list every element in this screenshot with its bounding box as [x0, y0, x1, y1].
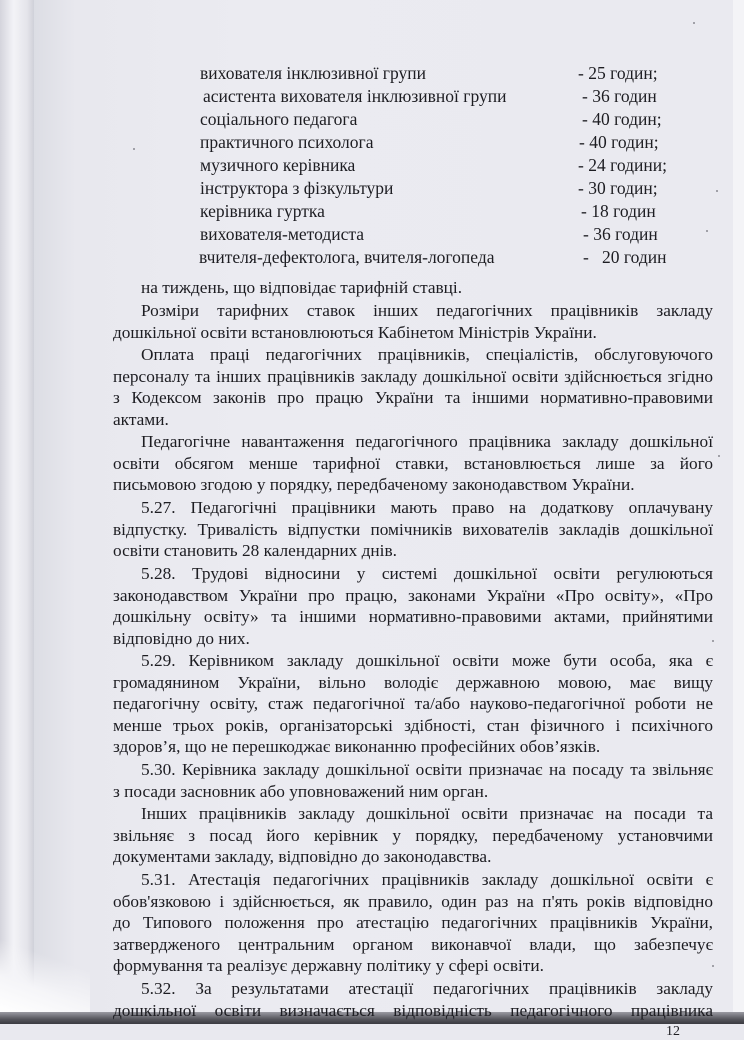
rate-role: музичного керівника [200, 155, 356, 175]
text-line: Педагогічне навантаження педагогічного працівника закладу дошкільної [141, 432, 713, 451]
paragraph-tariff-rates [113, 300, 713, 343]
rate-role: практичного психолога [200, 132, 374, 152]
section-5-29 [113, 650, 713, 758]
paragraph-rate-note [141, 277, 713, 299]
rate-hours: - 18 годин [581, 201, 656, 221]
rate-hours: - 36 годин [583, 224, 658, 244]
text-line: дошкільної освіти визначається відповідність педагогічного працівника [113, 1000, 713, 1020]
text-line: 5.32. За результатами атестації педагогічних працівників закладу [141, 979, 713, 998]
text-line: здоров’я, що не перешкоджає виконанню професійних обов’язків. [113, 737, 601, 756]
rate-row [200, 177, 715, 200]
rate-hours: - 36 годин [582, 86, 657, 106]
text-line: до Типового положення про атестацію педагогічних працівників України, [113, 913, 713, 932]
scan-speck [706, 230, 708, 232]
text-line: Розміри тарифних ставок інших педагогічних працівників закладу [141, 301, 713, 320]
book-binding [0, 0, 34, 1024]
text-line: 5.31. Атестація педагогічних працівників закладу дошкільної освіти є [141, 870, 713, 889]
text-line: актами. [113, 409, 169, 429]
text-line: з Кодексом законів про працю України та іншими нормативно-правовими [113, 388, 713, 407]
rate-row [200, 108, 715, 131]
text-line: документами закладу, відповідно до законодавства. [113, 847, 492, 866]
text-line: персоналу та інших працівників закладу дошкільної освіти здійснюється згідно [113, 366, 713, 386]
scan-speck [133, 148, 135, 150]
paragraph-workload [113, 431, 713, 496]
rate-row [200, 200, 715, 223]
rate-row [200, 154, 715, 177]
rate-role: вчителя-дефектолога, вчителя-логопеда [199, 247, 495, 267]
section-5-28 [113, 563, 713, 649]
rate-hours: - 40 годин; [582, 109, 662, 129]
rate-role: вихователя-методиста [200, 224, 365, 244]
text-line: обов'язковою і здійснюється, як правило, один раз на п'ять років відповідно [113, 891, 713, 911]
section-5-32 [113, 978, 713, 1021]
text-line: законодавством України про працю, законами України «Про освіту», «Про [113, 585, 713, 605]
section-5-30 [113, 759, 713, 802]
text-line: освіти становить 28 календарних днів. [113, 541, 397, 560]
scan-speck [693, 22, 695, 24]
scan-speck [718, 455, 720, 457]
text-line: звільняє з посад його керівник у порядку, передбаченому установчими [113, 825, 713, 845]
rate-role: інструктора з фізкультури [200, 178, 394, 198]
text-line: освіти обсягом менше тарифної ставки, встановлюється лише за його [113, 453, 713, 473]
text-line: 5.27. Педагогічні працівники мають право на додаткову оплачувану [141, 498, 713, 517]
rate-role: вихователя інклюзивної групи [200, 63, 426, 83]
text-line: відпустку. Тривалість відпустки помічників вихователів закладів дошкільної [113, 519, 713, 539]
scan-speck [712, 965, 714, 967]
rate-role: асистента вихователя інклюзивної групи [203, 86, 507, 106]
paragraph-other-staff [113, 803, 713, 868]
rate-row [200, 62, 715, 85]
page-number: 12 [666, 1024, 680, 1039]
document-content [113, 0, 713, 1020]
rate-hours: - 20 годин [583, 247, 667, 267]
scan-speck [716, 190, 718, 192]
text-line: затвердженого центральним органом виконавчої влади, що забезпечує [113, 934, 713, 954]
scan-speck [712, 640, 714, 642]
rate-hours: - 40 годин; [579, 132, 659, 152]
page-right-edge [733, 0, 744, 1024]
text-line: педагогічну освіту, стаж педагогічної та/або науково-педагогічної роботи не [113, 694, 713, 713]
rate-hours: - 25 годин; [578, 63, 658, 83]
section-5-31 [113, 869, 713, 977]
text-line: громадянином України, вільно володіє державною мовою, має вищу [113, 672, 713, 692]
rate-role: керівника гуртка [200, 201, 325, 221]
rate-hours: - 24 години; [578, 155, 667, 175]
rate-row [200, 85, 715, 108]
rate-row [200, 246, 715, 269]
text-line: на тиждень, що відповідає тарифній ставці. [141, 278, 463, 297]
text-line: дошкільну освіту» та іншими нормативно-правовими актами, прийнятими [113, 607, 713, 626]
text-line: формування та реалізує державну політику у сфері освіти. [113, 956, 544, 975]
text-line: з посади засновник або уповноважений ним орган. [113, 781, 489, 801]
page-fold [0, 940, 90, 1012]
paragraph-payment [113, 344, 713, 430]
text-line: менше трьох років, організаторські здібності, стан фізичного і психічного [113, 715, 713, 735]
text-line: Оплата праці педагогічних працівників, спеціалістів, обслуговуючого [141, 345, 713, 364]
rate-role: соціального педагога [200, 109, 358, 129]
rate-row [200, 223, 715, 246]
text-line: 5.28. Трудові відносини у системі дошкільної освіти регулюються [141, 564, 713, 583]
text-line: 5.30. Керівника закладу дошкільної освіти призначає на посаду та звільняє [141, 760, 713, 779]
section-5-27 [113, 497, 713, 562]
text-line: 5.29. Керівником закладу дошкільної освіти може бути особа, яка є [141, 651, 713, 670]
workload-rate-list [200, 62, 715, 269]
text-line: письмовою згодою у порядку, передбаченому законодавством України. [113, 475, 635, 494]
text-line: дошкільної освіти встановлюються Кабінетом Міністрів України. [113, 322, 597, 342]
text-line: відповідно до них. [113, 628, 250, 648]
text-line: Інших працівників закладу дошкільної освіти призначає на посади та [141, 804, 713, 823]
rate-hours: - 30 годин; [578, 178, 658, 198]
rate-row [200, 131, 715, 154]
